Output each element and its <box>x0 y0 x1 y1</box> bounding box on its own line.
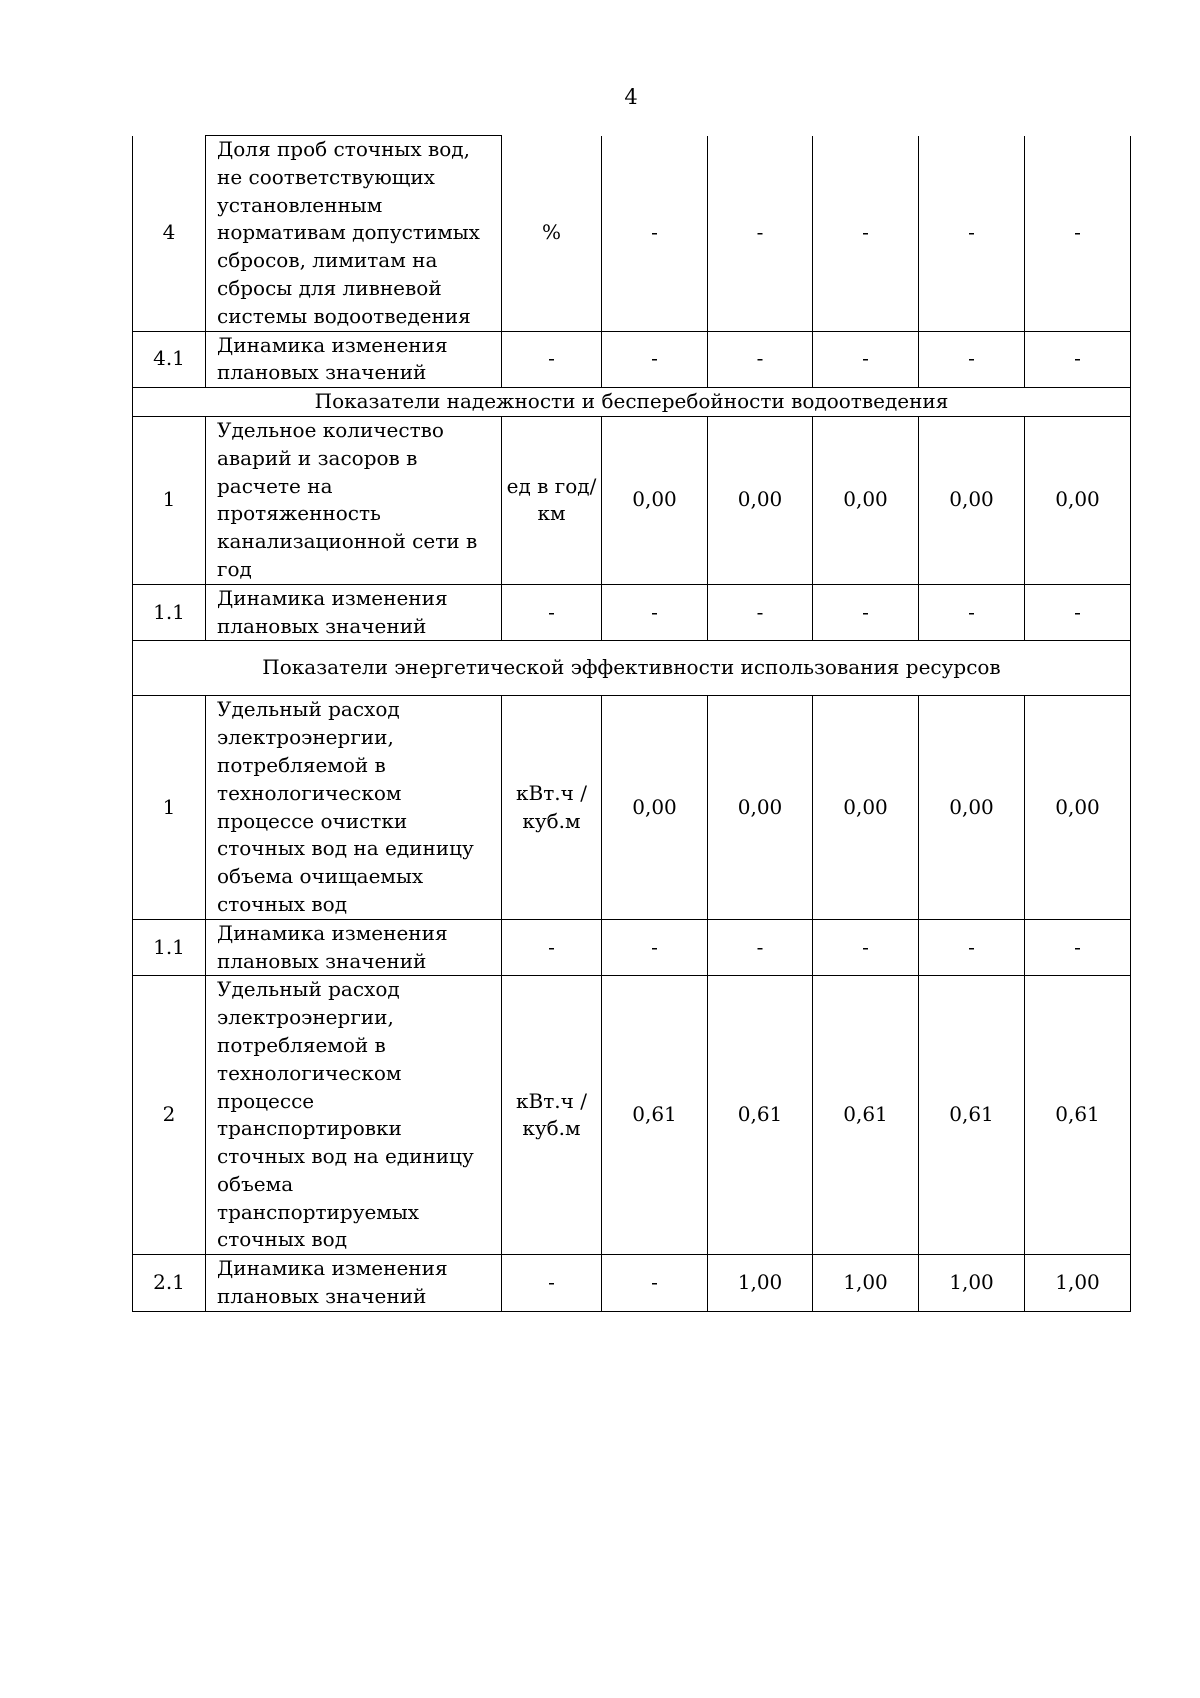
value-cell: 0,00 <box>813 696 919 919</box>
indicator-name: Динамика изменения плановых значений <box>206 584 502 641</box>
unit-cell: кВт.ч / куб.м <box>502 696 602 919</box>
value-cell: - <box>602 1255 708 1312</box>
value-cell: - <box>708 584 813 641</box>
value-cell: - <box>708 919 813 976</box>
value-cell: - <box>919 331 1025 388</box>
table-row <box>133 584 1131 641</box>
value-cell: - <box>602 331 708 388</box>
table-row <box>133 696 1131 919</box>
indicator-name: Удельное количество аварий и засоров в расчете на протяженность канализационной сети в год <box>206 416 502 584</box>
value-cell: 0,00 <box>602 696 708 919</box>
value-cell: - <box>813 331 919 388</box>
value-cell: 1,00 <box>708 1255 813 1312</box>
value-cell: - <box>1025 136 1131 332</box>
value-cell: 0,00 <box>919 416 1025 584</box>
unit-cell: - <box>502 584 602 641</box>
value-cell: 0,00 <box>813 416 919 584</box>
indicator-name: Доля проб сточных вод, не соответствующих установленным нормативам допустимых сбросов, лимитам на сбросы для ливневой системы водоотведения <box>206 136 502 332</box>
table-row <box>133 919 1131 976</box>
indicator-name: Динамика изменения плановых значений <box>206 1255 502 1312</box>
value-cell: 0,61 <box>708 976 813 1255</box>
indicators-table <box>132 135 1131 1312</box>
value-cell: 1,00 <box>1025 1255 1131 1312</box>
value-cell: 0,00 <box>708 696 813 919</box>
unit-cell: кВт.ч / куб.м <box>502 976 602 1255</box>
value-cell: 0,00 <box>602 416 708 584</box>
row-number: 4.1 <box>133 331 206 388</box>
value-cell: 0,61 <box>1025 976 1131 1255</box>
value-cell: - <box>919 919 1025 976</box>
value-cell: 0,00 <box>919 696 1025 919</box>
value-cell: 1,00 <box>919 1255 1025 1312</box>
value-cell: - <box>1025 331 1131 388</box>
value-cell: - <box>813 584 919 641</box>
row-number: 1 <box>133 696 206 919</box>
value-cell: - <box>919 584 1025 641</box>
section-title-energy: Показатели энергетической эффективности использования ресурсов <box>133 641 1131 696</box>
row-number: 2 <box>133 976 206 1255</box>
table-row <box>133 136 1131 332</box>
table-row <box>133 976 1131 1255</box>
value-cell: - <box>602 584 708 641</box>
value-cell: 0,61 <box>602 976 708 1255</box>
table-row <box>133 331 1131 388</box>
value-cell: - <box>708 331 813 388</box>
page-number: 4 <box>624 85 638 109</box>
value-cell: - <box>813 919 919 976</box>
unit-cell: ед в год/ км <box>502 416 602 584</box>
section-header-row <box>133 388 1131 417</box>
table-row <box>133 416 1131 584</box>
value-cell: 0,00 <box>1025 696 1131 919</box>
value-cell: 0,61 <box>813 976 919 1255</box>
row-number: 1.1 <box>133 584 206 641</box>
section-header-row <box>133 641 1131 696</box>
value-cell: - <box>919 136 1025 332</box>
value-cell: - <box>813 136 919 332</box>
row-number: 1.1 <box>133 919 206 976</box>
value-cell: 0,00 <box>1025 416 1131 584</box>
unit-cell: - <box>502 919 602 976</box>
row-number: 4 <box>133 136 206 332</box>
unit-cell: - <box>502 331 602 388</box>
value-cell: - <box>1025 584 1131 641</box>
value-cell: 0,00 <box>708 416 813 584</box>
indicator-name: Удельный расход электроэнергии, потребляемой в технологическом процессе очистки сточных вод на единицу объема очищаемых сточных вод <box>206 696 502 919</box>
value-cell: - <box>602 919 708 976</box>
section-title-reliability: Показатели надежности и бесперебойности водоотведения <box>133 388 1131 417</box>
value-cell: 0,61 <box>919 976 1025 1255</box>
row-number: 1 <box>133 416 206 584</box>
value-cell: - <box>1025 919 1131 976</box>
unit-cell: % <box>502 136 602 332</box>
table-row <box>133 1255 1131 1312</box>
value-cell: - <box>602 136 708 332</box>
indicator-name: Удельный расход электроэнергии, потребляемой в технологическом процессе транспортировки сточных вод на единицу объема транспортируемых сточных вод <box>206 976 502 1255</box>
value-cell: 1,00 <box>813 1255 919 1312</box>
unit-cell: - <box>502 1255 602 1312</box>
indicator-name: Динамика изменения плановых значений <box>206 919 502 976</box>
indicator-name: Динамика изменения плановых значений <box>206 331 502 388</box>
value-cell: - <box>708 136 813 332</box>
row-number: 2.1 <box>133 1255 206 1312</box>
